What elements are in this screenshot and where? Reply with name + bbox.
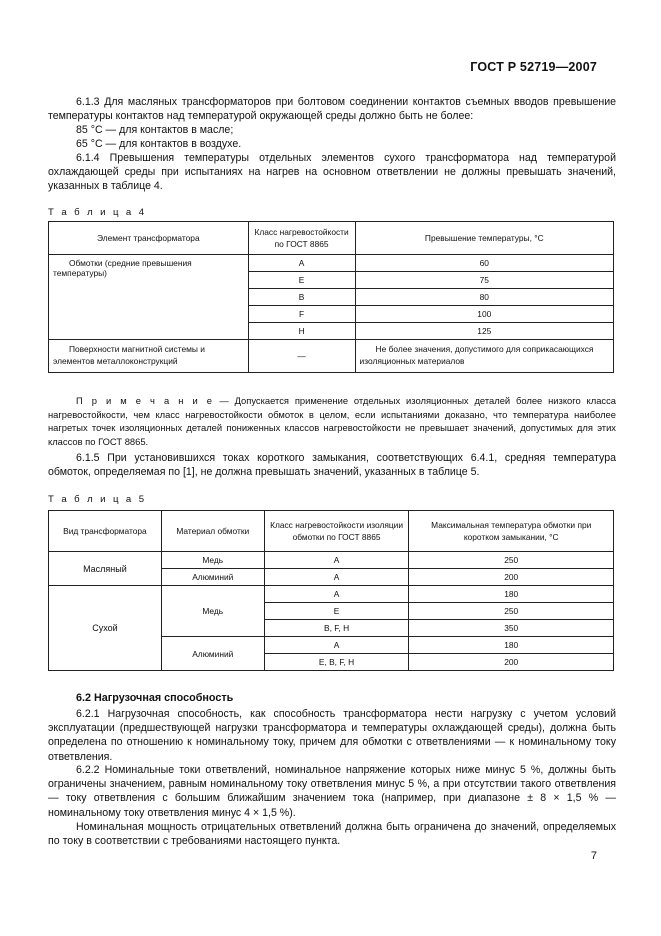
table-5-value-cell: 200	[409, 654, 614, 671]
table-5-header-material: Материал обмотки	[161, 511, 264, 552]
table-5-type-oil: Масляный	[49, 552, 162, 586]
limit-air-contacts: 65 °С — для контактов в воздухе.	[76, 138, 242, 150]
table-5-header-max-temp: Максимальная температура обмотки при коротком замыкании, °С	[409, 511, 614, 552]
table-5-header-class: Класс нагревостойкости изоляции обмотки по ГОСТ 8865	[264, 511, 409, 552]
section-6-2-heading: 6.2 Нагрузочная способность	[76, 692, 234, 704]
paragraph-6-1-5: 6.1.5 При установившихся токах короткого замыкания, соответствующих 6.4.1, средняя температура обмоток, определяемая по [1], не должна превышать значений, указанных в таблице 5.	[48, 452, 616, 479]
note-label: П р и м е ч а н и е	[76, 395, 214, 406]
table-5-value-cell: 180	[409, 586, 614, 603]
table-5-class-cell: Е, В, F, Н	[264, 654, 409, 671]
paragraph-6-2-2: 6.2.2 Номинальные токи ответвлений, номинальное напряжение которых ниже минус 5 %, должны быть ограничены значением, равным номинальному току ответвления минус 5 %, а при отсутствии такого ответвления — току ответвления с большим ближайшим значением тока (например, при диапазоне ± 8 × 1,5 % — номинальному току ответвления минус 4 × 1,5 %).	[48, 764, 616, 819]
table-4-value-cell: 125	[355, 323, 613, 340]
table-5-class-cell: Е	[264, 603, 409, 620]
paragraph-6-1-4: 6.1.4 Превышения температуры отдельных элементов сухого трансформатора над температурой охлаждающей среды при испытаниях на нагрев на основном ответвлении не должны превышать значений, указанных в таблице 4.	[48, 152, 616, 193]
limit-oil-contacts: 85 °С — для контактов в масле;	[76, 124, 234, 136]
table-4-class-cell: —	[248, 340, 355, 373]
table-4	[48, 221, 614, 373]
paragraph-6-2-1: 6.2.1 Нагрузочная способность, как способность трансформатора нести нагрузку с учетом условий эксплуатации (предшествующей нагрузки трансформатора и температуры охлаждающей среды), должна быть определена по отношению к номинальному току, причем для обмотки с ответвлениями — к номинальному току ответвления.	[48, 708, 616, 763]
table-4-class-cell: А	[248, 255, 355, 272]
table-5-value-cell: 350	[409, 620, 614, 637]
table-5-value-cell: 250	[409, 552, 614, 569]
table-4-element-magnetic: Поверхности магнитной системы и элементов металлоконструкций	[49, 340, 249, 373]
table-4-header-class: Класс нагревостойкости по ГОСТ 8865	[248, 222, 355, 255]
table-4-header-rise: Превышение температуры, °С	[355, 222, 613, 255]
table-5-material-aluminium: Алюминий	[161, 569, 264, 586]
page-number: 7	[590, 850, 597, 862]
table-5-class-cell: А	[264, 637, 409, 654]
table-4-class-cell: В	[248, 289, 355, 306]
table-4-element-windings: Обмотки (средние превышения температуры)	[49, 255, 249, 340]
table-4-class-cell: F	[248, 306, 355, 323]
note-paragraph	[48, 394, 616, 448]
table-4-caption: Т а б л и ц а 4	[48, 207, 147, 218]
table-5-type-dry: Сухой	[49, 586, 162, 671]
table-5-value-cell: 180	[409, 637, 614, 654]
table-4-class-cell: Е	[248, 272, 355, 289]
table-4-value-cell: 80	[355, 289, 613, 306]
table-5	[48, 510, 614, 671]
table-5-class-cell: А	[264, 586, 409, 603]
table-5-value-cell: 200	[409, 569, 614, 586]
table-5-material-copper: Медь	[161, 552, 264, 569]
table-5-material-aluminium: Алюминий	[161, 637, 264, 671]
document-header: ГОСТ Р 52719—2007	[470, 60, 597, 74]
note-text: — Допускается применение отдельных изоляционных деталей более низкого класса нагревостойкости, чем класс нагревостойкости обмоток в целом, если испытаниями доказано, что температура наиболее нагретых точек изоляционных деталей пониженных классов нагревостойкости не превышает значений, допустимых для этих классов по ГОСТ 8865.	[48, 395, 616, 447]
table-5-value-cell: 250	[409, 603, 614, 620]
paragraph-6-1-3: 6.1.3 Для масляных трансформаторов при болтовом соединении контактов съемных вводов превышение температуры контактов над температурой окружающей среды должно быть не более:	[48, 96, 616, 123]
table-4-value-cell: 100	[355, 306, 613, 323]
table-5-caption: Т а б л и ц а 5	[48, 494, 147, 505]
table-5-class-cell: А	[264, 552, 409, 569]
table-5-class-cell: В, F, Н	[264, 620, 409, 637]
table-5-class-cell: А	[264, 569, 409, 586]
table-4-value-cell: 75	[355, 272, 613, 289]
table-4-header-element: Элемент трансформатора	[49, 222, 249, 255]
table-5-header-type: Вид трансформатора	[49, 511, 162, 552]
paragraph-rated-power: Номинальная мощность отрицательных ответвлений должна быть ограничена до значений, определяемых по току в соответствии с требованиями настоящего пункта.	[48, 821, 616, 848]
table-4-value-cell: 60	[355, 255, 613, 272]
table-5-material-copper: Медь	[161, 586, 264, 637]
table-4-value-cell: Не более значения, допустимого для соприкасающихся изоляционных материалов	[355, 340, 613, 373]
table-4-class-cell: Н	[248, 323, 355, 340]
